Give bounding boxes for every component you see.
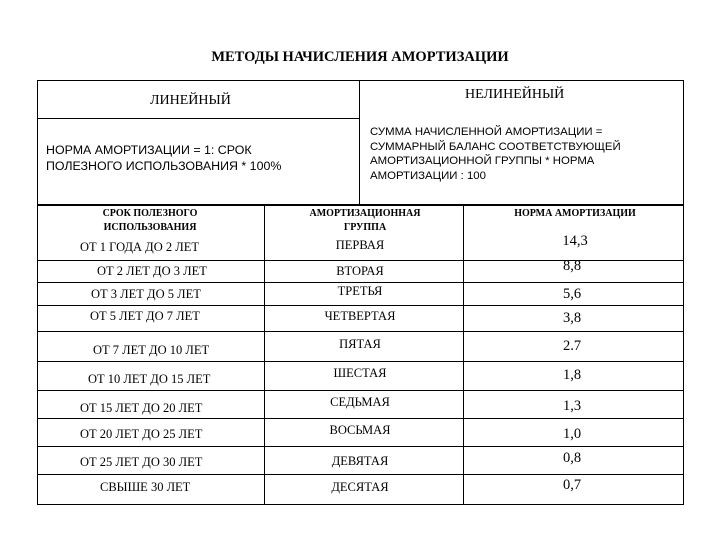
row-separator xyxy=(37,282,684,283)
nonlinear-formula xyxy=(370,125,621,183)
table-row-rate: 5,6 xyxy=(562,286,582,302)
row-separator xyxy=(37,446,684,447)
table-row-rate: 0,7 xyxy=(562,477,582,493)
col-header-term-line-1: СРОК ПОЛЕЗНОГО xyxy=(102,208,198,219)
table-row-term: ОТ 1 ГОДА ДО 2 ЛЕТ xyxy=(80,240,199,254)
table-row-rate: 2.7 xyxy=(562,338,582,354)
linear-formula xyxy=(46,142,281,174)
table-row-term: ОТ 7 ЛЕТ ДО 10 ЛЕТ xyxy=(93,343,210,357)
table-row-rate: 0,8 xyxy=(562,450,582,466)
linear-header-rule xyxy=(37,118,359,119)
table-row-rate: 1,8 xyxy=(562,367,582,383)
col-header-term-line-2: ИСПОЛЬЗОВАНИЯ xyxy=(103,222,197,233)
table-row-group: ВОСЬМАЯ xyxy=(329,423,391,437)
table-row-term: СВЫШЕ 30 ЛЕТ xyxy=(100,480,191,494)
table-row-rate: 8,8 xyxy=(562,258,582,274)
table-row-group: ДЕВЯТАЯ xyxy=(331,454,389,468)
table-row-term: ОТ 2 ЛЕТ ДО 3 ЛЕТ xyxy=(97,264,207,278)
col-header-group-line-1: АМОРТИЗАЦИОННАЯ xyxy=(309,208,421,219)
row-separator xyxy=(37,418,684,419)
nonlinear-formula-line-1: СУММА НАЧИСЛЕННОЙ АМОРТИЗАЦИИ = xyxy=(370,126,603,138)
nonlinear-formula-line-2: СУММАРНЫЙ БАЛАНС СООТВЕТСТВУЮЩЕЙ xyxy=(370,140,621,153)
table-row-term: ОТ 3 ЛЕТ ДО 5 ЛЕТ xyxy=(91,287,201,301)
table-row-term: ОТ 15 ЛЕТ ДО 20 ЛЕТ xyxy=(80,401,203,415)
col-header-group-line-2: ГРУППА xyxy=(343,222,387,233)
table-row-term: ОТ 25 ЛЕТ ДО 30 ЛЕТ xyxy=(80,455,203,469)
linear-formula-line-2: ПОЛЕЗНОГО ИСПОЛЬЗОВАНИЯ * 100% xyxy=(46,159,282,173)
col-header-term xyxy=(70,207,230,235)
col-header-group xyxy=(285,207,445,235)
nonlinear-formula-line-4: АМОРТИЗАЦИИ : 100 xyxy=(370,169,486,182)
table-row-group: ТРЕТЬЯ xyxy=(337,284,383,298)
table-row-term: ОТ 5 ЛЕТ ДО 7 ЛЕТ xyxy=(90,309,200,323)
table-row-group: ЧЕТВЕРТАЯ xyxy=(324,309,396,323)
row-separator xyxy=(37,474,684,475)
methods-divider xyxy=(359,80,360,205)
row-separator xyxy=(37,390,684,391)
table-row-rate: 1,3 xyxy=(562,398,582,414)
nonlinear-formula-line-3: АМОРТИЗАЦИОННОЙ ГРУППЫ * НОРМА xyxy=(370,155,595,167)
row-separator xyxy=(37,361,684,362)
table-col-divider-1 xyxy=(264,205,265,505)
nonlinear-header: НЕЛИНЕЙНЫЙ xyxy=(465,87,565,102)
col-header-rate: НОРМА АМОРТИЗАЦИИ xyxy=(514,208,636,219)
table-row-group: ПЯТАЯ xyxy=(339,337,381,351)
table-row-group: ДЕСЯТАЯ xyxy=(331,480,389,494)
table-row-rate: 14,3 xyxy=(562,233,588,249)
row-separator xyxy=(37,305,684,306)
linear-formula-line-1: НОРМА АМОРТИЗАЦИИ = 1: СРОК xyxy=(46,143,252,157)
table-row-term: ОТ 10 ЛЕТ ДО 15 ЛЕТ xyxy=(88,372,211,386)
table-row-group: ВТОРАЯ xyxy=(336,264,384,278)
table-row-group: ШЕСТАЯ xyxy=(333,366,387,380)
row-separator xyxy=(37,331,684,332)
table-row-rate: 1,0 xyxy=(562,426,582,442)
linear-header: ЛИНЕЙНЫЙ xyxy=(150,93,231,108)
table-col-divider-2 xyxy=(463,205,464,505)
table-row-group: ПЕРВАЯ xyxy=(335,238,385,252)
page-title: МЕТОДЫ НАЧИСЛЕНИЯ АМОРТИЗАЦИИ xyxy=(211,49,509,65)
table-row-group: СЕДЬМАЯ xyxy=(330,395,390,409)
table-row-term: ОТ 20 ЛЕТ ДО 25 ЛЕТ xyxy=(80,427,203,441)
table-row-rate: 3,8 xyxy=(562,310,582,326)
